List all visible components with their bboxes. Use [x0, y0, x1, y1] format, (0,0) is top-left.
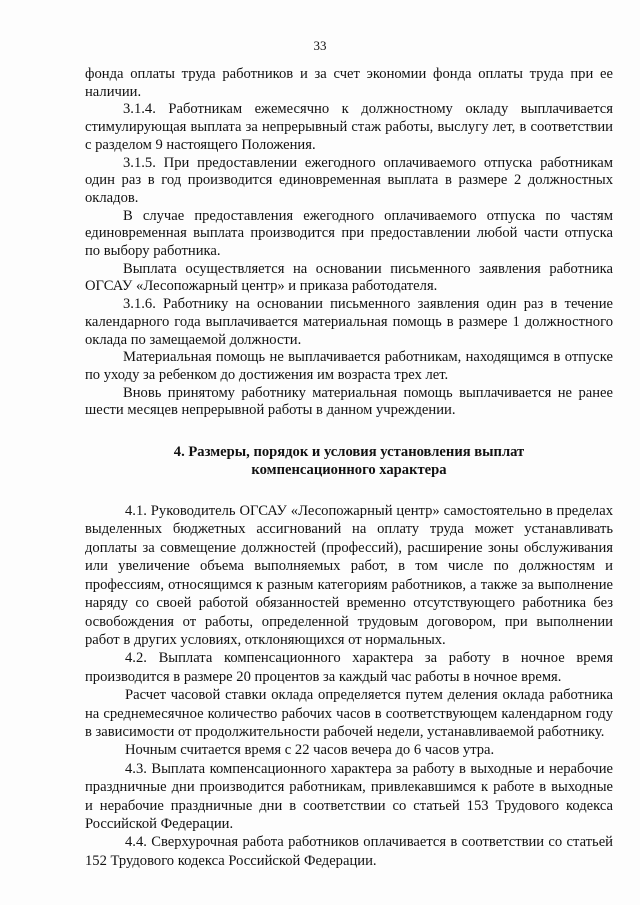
page-number: 33: [313, 38, 327, 53]
paragraph-3-1-4: 3.1.4. Работникам ежемесячно к должностному окладу выплачивается стимулирующая выплата за непрерывный стаж работы, выслугу лет, в соответствии с разделом 9 настоящего Положения.: [85, 101, 613, 153]
paragraph-3-1-5: 3.1.5. При предоставлении ежегодного оплачиваемого отпуска работникам один раз в год производится единовременная выплата в размере 2 должностных окладов.: [85, 154, 613, 206]
paragraph-material-aid-exclusion: Материальная помощь не выплачивается работникам, находящимся в отпуске по уходу за ребенком до достижения им возраста трех лет.: [85, 349, 613, 383]
paragraph-4-3: 4.3. Выплата компенсационного характера за работу в выходные и нерабочие праздничные дни производится работникам, привлекавшимся к работе в выходные и нерабочие праздничные дни в соответствии со статьей 153 Трудового кодекса Российской Федерации.: [85, 760, 613, 832]
section-4-content: [85, 502, 613, 870]
section-4-heading-line2: компенсационного характера: [251, 462, 447, 479]
paragraph-hourly-rate: Расчет часовой ставки оклада определяется путем деления оклада работника на среднемесячное количество рабочих часов в соответствующем календарном году в зависимости от продолжительности рабочей недели, устанавливаемой работнику.: [85, 687, 613, 740]
paragraph-4-4: 4.4. Сверхурочная работа работников оплачивается в соответствии со статьей 152 Трудового кодекса Российской Федерации.: [85, 834, 613, 869]
paragraph-night-time: Ночным считается время с 22 часов вечера до 6 часов утра.: [125, 742, 495, 759]
paragraph-new-employee: Вновь принятому работнику материальная помощь выплачивается не ранее шести месяцев непрерывной работы в данном учреждении.: [85, 384, 613, 419]
paragraph-3-1-6: 3.1.6. Работнику на основании письменного заявления один раз в течение календарного года выплачивается материальная помощь в размере 1 должностного оклада по замещаемой должности.: [85, 296, 613, 348]
paragraph-vacation-parts: В случае предоставления ежегодного оплачиваемого отпуска по частям единовременная выплата производится при предоставлении любой части отпуска по выбору работника.: [85, 207, 613, 260]
paragraph-4-2: 4.2. Выплата компенсационного характера за работу в ночное время производится в размере 20 процентов за каждый час работы в ночное время.: [85, 650, 613, 685]
section-4-heading-line1: 4. Размеры, порядок и условия установления выплат: [173, 444, 525, 461]
paragraph-continuation: фонда оплаты труда работников и за счет экономии фонда оплаты труда при ее наличии.: [85, 66, 613, 100]
document-body: [85, 66, 613, 870]
paragraph-payment-basis: Выплата осуществляется на основании письменного заявления работника ОГСАУ «Лесопожарный центр» и приказа работодателя.: [85, 260, 613, 295]
section-4-heading: [85, 443, 613, 479]
paragraph-4-1: 4.1. Руководитель ОГСАУ «Лесопожарный центр» самостоятельно в пределах выделенных бюджетных ассигнований на оплату труда может устанавливать доплаты за совмещение должностей (профессий), расширение зоны обслуживания или увеличение объема выполняемых работ, в том числе по должностям и профессиям, относящимся к разным категориям работников, а также за выполнение наряду со своей работой обязанностей временно отсутствующего работника без освобождения от работы, определенной трудовым договором, при выполнении работ в других условиях, отклоняющихся от нормальных.: [85, 503, 613, 648]
